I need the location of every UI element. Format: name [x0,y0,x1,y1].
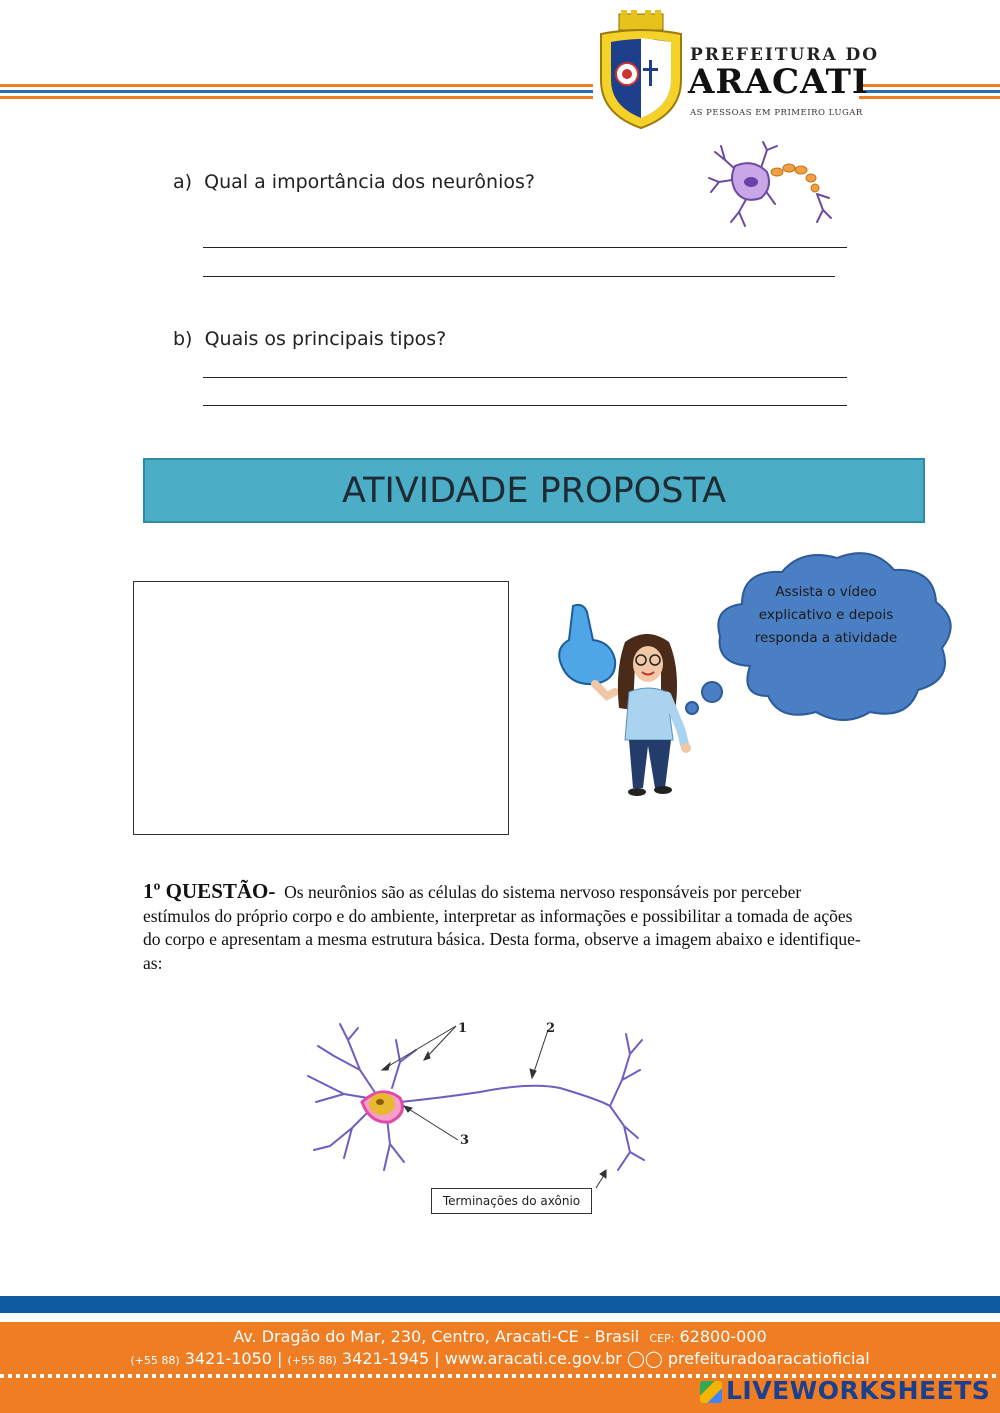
logo-title-line2: ARACATI [688,62,869,102]
question-b-text: Quais os principais tipos? [204,328,447,350]
answer-line-a2[interactable] [203,276,835,277]
logo-slogan: AS PESSOAS EM PRIMEIRO LUGAR [690,108,863,118]
activity-banner-title: ATIVIDADE PROPOSTA [341,470,727,511]
cloud-message-line3: responda a atividade [754,630,898,646]
logo-title-line1: PREFEITURA DO [690,45,880,65]
activity-banner [143,458,925,523]
answer-line-b1[interactable] [203,377,847,378]
liveworksheets-watermark: LIVEWORKSHEETS [726,1376,991,1405]
coat-of-arms-icon [597,8,685,132]
footer-phone1: 3421-1050 [184,1349,272,1368]
footer-phone1-prefix: (+55 88) [130,1354,180,1367]
instagram-facebook-icon: ◯◯ [626,1349,663,1368]
video-placeholder[interactable] [133,581,509,835]
question-1-heading: 1º QUESTÃO- [143,879,276,903]
answer-line-a1[interactable] [203,247,847,248]
cloud-message [740,581,912,650]
question-b [173,328,446,350]
liveworksheets-logo-icon [700,1381,722,1403]
footer-address-text: Av. Dragão do Mar, 230, Centro, Aracati-CE - Brasil [233,1327,640,1346]
question-a [173,171,535,193]
neuron-cartoon-icon [705,138,835,230]
cloud-message-line2: explicativo e depois [758,607,894,623]
footer-social-handle[interactable]: prefeituradoaracatioficial [667,1349,870,1368]
answer-line-b2[interactable] [203,405,847,406]
teacher-avatar-icon [555,600,705,800]
question-a-text: Qual a importância dos neurônios? [204,171,535,193]
diagram-label-1: 1 [458,1021,468,1036]
footer-phone2-prefix: (+55 88) [287,1354,337,1367]
footer-cep: 62800-000 [679,1327,767,1346]
question-1 [143,880,863,975]
footer-website-link[interactable]: www.aracati.ce.gov.br [444,1349,622,1368]
axon-terminals-label: Terminações do axônio [431,1188,592,1214]
diagram-label-2: 2 [546,1021,556,1036]
footer-contacts: (+55 88) 3421-1050 | (+55 88) 3421-1945 | www.aracati.ce.gov.br ◯◯ prefeituradoaracatioficial [130,1349,870,1368]
footer-phone2: 3421-1945 [341,1349,430,1368]
footer-address [0,1327,1000,1346]
footer-blue-band [0,1296,1000,1313]
footer-cep-label: CEP: [649,1332,675,1345]
question-b-label: b) [173,328,193,350]
cloud-message-line1: Assista o vídeo [775,584,877,600]
question-1-body: Os neurônios são as células do sistema nervoso responsáveis por perceber estímulos do próprio corpo e do ambiente, interpretar as informações e possibilitar a tomada de ações do corpo e apresentam a mesma estrutura básica. Desta forma, observe a imagem abaixo e identifique-as: [143,882,861,973]
diagram-label-3: 3 [460,1133,470,1148]
neuron-diagram [300,1010,670,1190]
question-a-label: a) [173,171,193,193]
